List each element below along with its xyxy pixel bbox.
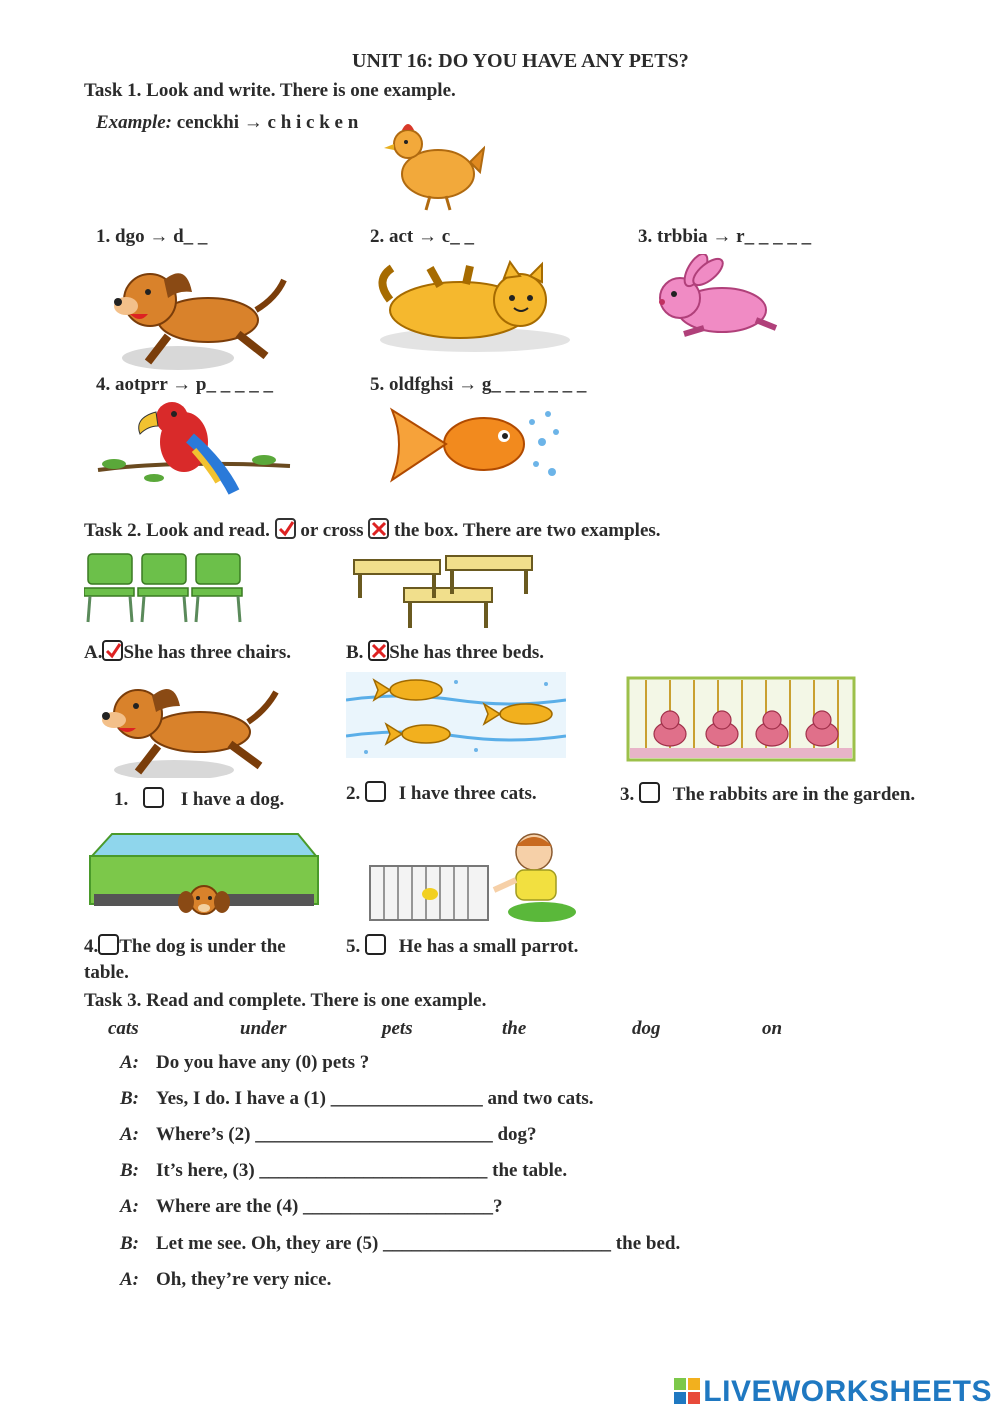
dialogue-line xyxy=(120,1233,680,1255)
item-3-text: The rabbits are in the garden. xyxy=(672,784,916,805)
speaker: B: xyxy=(120,1233,139,1254)
line-text[interactable]: Where’s (2) _________________________ dog? xyxy=(156,1124,537,1145)
dog-picture-2 xyxy=(94,676,284,778)
speaker: A: xyxy=(120,1269,139,1290)
line-text[interactable]: It’s here, (3) ________________________ the table. xyxy=(156,1160,568,1181)
task1-item-1: 1. dgo → d_ _ xyxy=(96,226,208,247)
task1-item-4: 4. aotprr → p_ _ _ _ _ xyxy=(96,374,273,395)
dialogue-line xyxy=(120,1052,369,1074)
task2-heading-part2: or cross xyxy=(300,520,364,541)
answer-checkbox-5[interactable] xyxy=(365,934,386,955)
dog-picture xyxy=(108,258,288,373)
item-4-text: The dog is under the xyxy=(119,936,286,957)
task3-heading: Task 3. Read and complete. There is one example. xyxy=(84,990,487,1011)
parrot-picture xyxy=(94,398,294,498)
goldfish-picture xyxy=(372,402,562,492)
speaker: A: xyxy=(120,1124,139,1145)
item-5-text: He has a small parrot. xyxy=(398,936,579,957)
example-a-label: A. xyxy=(84,642,103,663)
line-text[interactable]: Yes, I do. I have a (1) ________________ and two cats. xyxy=(156,1088,594,1109)
item-1-text: I have a dog. xyxy=(180,789,285,810)
word-bank-item: the xyxy=(502,1018,527,1039)
rabbit-picture xyxy=(644,254,784,344)
dialogue-line xyxy=(120,1196,503,1218)
speaker: A: xyxy=(120,1196,139,1217)
example-text: cenckhi → c h i c k e n xyxy=(176,112,359,133)
task2-item-5 xyxy=(346,934,578,958)
liveworksheets-logo-icon xyxy=(674,1378,700,1404)
word-bank-item: dog xyxy=(632,1018,661,1039)
boy-parrot-cage-picture xyxy=(366,832,592,924)
cross-example-icon xyxy=(368,518,389,539)
item-2-text: I have three cats. xyxy=(398,783,537,804)
speaker: A: xyxy=(120,1052,139,1073)
speaker: B: xyxy=(120,1088,139,1109)
task2-item-4 xyxy=(84,934,286,958)
dialogue-line xyxy=(120,1124,537,1146)
task2-example-b xyxy=(346,640,544,664)
item-5-label: 5. xyxy=(346,936,361,957)
rabbits-cage-picture xyxy=(626,676,856,762)
item-1-label: 1. xyxy=(114,789,129,810)
page-title: UNIT 16: DO YOU HAVE ANY PETS? xyxy=(352,50,689,72)
task2-item-2 xyxy=(346,781,537,805)
task2-heading-part3: the box. There are two examples. xyxy=(394,520,661,541)
item-2-label: 2. xyxy=(346,783,361,804)
line-text: Do you have any (0) pets ? xyxy=(156,1052,370,1073)
cat-picture xyxy=(370,260,580,355)
task2-example-a xyxy=(84,640,291,664)
word-bank-item: under xyxy=(240,1018,287,1039)
answer-checkbox-2[interactable] xyxy=(365,781,386,802)
task2-item-1 xyxy=(114,787,284,811)
example-a-text: She has three chairs. xyxy=(123,642,291,663)
answer-checkbox-4[interactable] xyxy=(98,934,119,955)
tables-picture xyxy=(352,554,538,632)
dialogue-line xyxy=(120,1088,594,1110)
answer-checkbox-3[interactable] xyxy=(639,782,660,803)
tick-icon xyxy=(102,640,123,661)
fish-tank-picture xyxy=(346,672,566,758)
task1-item-5: 5. oldfghsi → g_ _ _ _ _ _ _ xyxy=(370,374,587,395)
speaker: B: xyxy=(120,1160,139,1181)
chicken-picture xyxy=(380,112,485,212)
task1-item-2: 2. act → c_ _ xyxy=(370,226,474,247)
word-bank-item: cats xyxy=(108,1018,139,1039)
dialogue-line xyxy=(120,1269,331,1291)
bed-with-dog-picture xyxy=(86,828,320,920)
logo-text: LIVEWORKSHEETS xyxy=(703,1375,992,1408)
task1-heading: Task 1. Look and write. There is one example. xyxy=(84,80,456,101)
task1-item-3: 3. trbbia → r_ _ _ _ _ xyxy=(638,226,812,247)
word-bank-item: on xyxy=(762,1018,783,1039)
line-text[interactable]: Let me see. Oh, they are (5) ________________________ the bed. xyxy=(156,1233,681,1254)
tick-example-icon xyxy=(275,518,296,539)
task2-item-3 xyxy=(620,782,915,806)
cross-icon xyxy=(368,640,389,661)
chairs-picture xyxy=(84,552,246,624)
task2-item-4-continued: table. xyxy=(84,962,129,983)
task2-heading xyxy=(84,518,661,542)
liveworksheets-logo[interactable] xyxy=(674,1375,992,1409)
example-b-label: B. xyxy=(346,642,364,663)
item-4-label: 4. xyxy=(84,936,99,957)
line-text[interactable]: Where are the (4) ____________________? xyxy=(156,1196,503,1217)
answer-checkbox-1[interactable] xyxy=(143,787,164,808)
word-bank-item: pets xyxy=(382,1018,413,1039)
item-3-label: 3. xyxy=(620,784,635,805)
task2-heading-part1: Task 2. Look and read. xyxy=(84,520,270,541)
example-b-text: She has three beds. xyxy=(389,642,545,663)
line-text: Oh, they’re very nice. xyxy=(156,1269,332,1290)
example-label: Example: xyxy=(96,112,172,133)
task1-example xyxy=(96,108,366,138)
dialogue-line xyxy=(120,1160,567,1182)
